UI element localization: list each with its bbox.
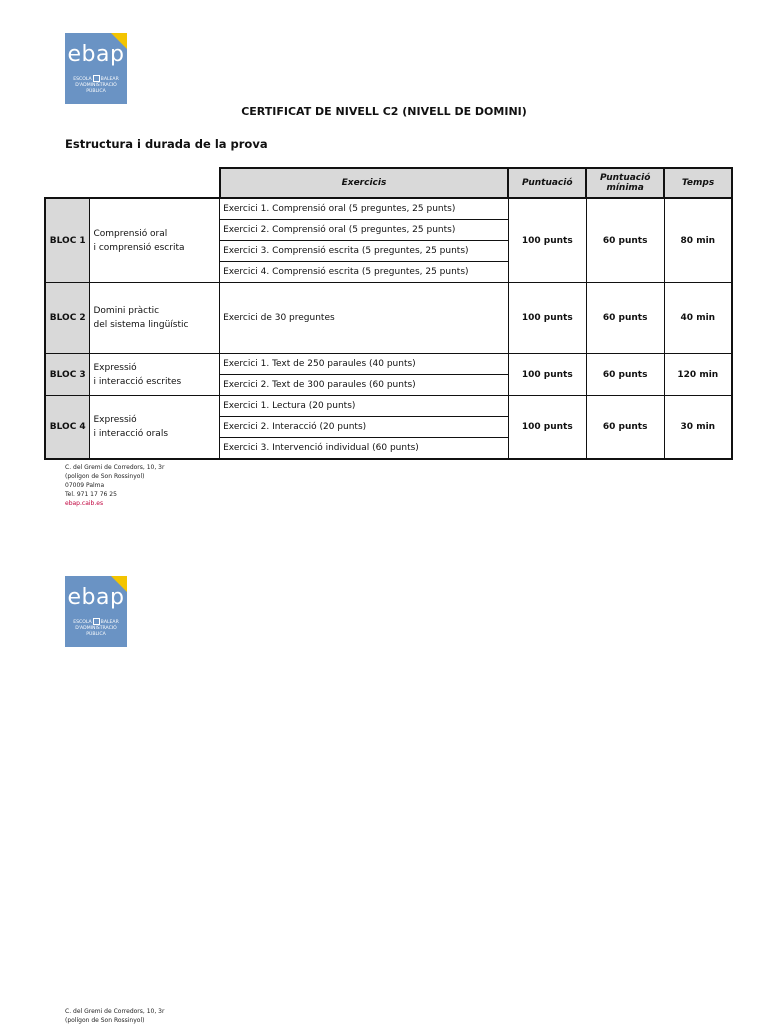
bloc-3-name: Expressió i interacció escrites — [90, 354, 220, 396]
logo-mark-icon — [93, 75, 100, 82]
header-puntuacio: Puntuació — [508, 168, 586, 198]
section-subtitle: Estructura i durada de la prova — [65, 137, 268, 151]
bloc-2-label: BLOC 2 — [45, 283, 90, 354]
logo-subtitle: ESCOLA BALEAR D'ADMINISTRACIÓ PÚBLICA — [73, 77, 119, 94]
bloc-2-name: Domini pràctic del sistema lingüístic — [90, 283, 220, 354]
exercise-cell: Exercici 2. Comprensió oral (5 preguntes, 25 punts) — [220, 220, 509, 241]
bloc-1-time: 80 min — [664, 198, 732, 283]
bloc-3-score: 100 punts — [508, 354, 586, 396]
bloc-4-name: Expressió i interacció orals — [90, 396, 220, 460]
bloc-4-min: 60 punts — [586, 396, 664, 460]
exercise-cell: Exercici 3. Comprensió escrita (5 preguntes, 25 punts) — [220, 241, 509, 262]
exercise-cell: Exercici 2. Interacció (20 punts) — [220, 417, 509, 438]
logo-wordmark: ebap — [67, 42, 125, 67]
exercise-cell: Exercici 1. Comprensió oral (5 preguntes, 25 punts) — [220, 198, 509, 220]
ebap-logo — [65, 576, 127, 647]
logo-wordmark: ebap — [67, 585, 125, 610]
document-title: CERTIFICAT DE NIVELL C2 (NIVELL DE DOMINI) — [241, 105, 527, 118]
table-row — [45, 396, 732, 417]
bloc-1-label: BLOC 1 — [45, 198, 90, 283]
ebap-logo — [65, 33, 127, 104]
bloc-4-time: 30 min — [664, 396, 732, 460]
bloc-1-score: 100 punts — [508, 198, 586, 283]
header-exercicis: Exercicis — [220, 168, 509, 198]
website-link[interactable]: ebap.caib.es — [65, 500, 104, 507]
bloc-3-time: 120 min — [664, 354, 732, 396]
exercise-cell: Exercici 4. Comprensió escrita (5 preguntes, 25 punts) — [220, 262, 509, 283]
table-header-row — [45, 168, 732, 198]
header-temps: Temps — [664, 168, 732, 198]
bloc-4-score: 100 punts — [508, 396, 586, 460]
exercise-cell: Exercici 2. Text de 300 paraules (60 punts) — [220, 375, 509, 396]
table-row — [45, 283, 732, 354]
exercise-cell: Exercici 1. Lectura (20 punts) — [220, 396, 509, 417]
exercise-cell: Exercici de 30 preguntes — [220, 283, 509, 354]
bloc-1-min: 60 punts — [586, 198, 664, 283]
logo-subtitle: ESCOLA BALEAR D'ADMINISTRACIÓ PÚBLICA — [73, 620, 119, 637]
exam-structure-table — [44, 167, 733, 460]
footer-address: C. del Gremi de Corredors, 10, 3r (polígon de Son Rossinyol) — [65, 1008, 165, 1024]
bloc-2-score: 100 punts — [508, 283, 586, 354]
bloc-4-label: BLOC 4 — [45, 396, 90, 460]
bloc-3-label: BLOC 3 — [45, 354, 90, 396]
logo-mark-icon — [93, 618, 100, 625]
table-row — [45, 198, 732, 220]
bloc-2-time: 40 min — [664, 283, 732, 354]
bloc-3-min: 60 punts — [586, 354, 664, 396]
bloc-1-name: Comprensió oral i comprensió escrita — [90, 198, 220, 283]
footer-address: C. del Gremi de Corredors, 10, 3r (polígon de Son Rossinyol) 07009 Palma Tel. 971 17 76 25 ebap.caib.es — [65, 464, 165, 507]
exercise-cell: Exercici 1. Text de 250 paraules (40 punts) — [220, 354, 509, 375]
bloc-2-min: 60 punts — [586, 283, 664, 354]
table-row — [45, 354, 732, 375]
header-puntuacio-minima: Puntuació mínima — [586, 168, 664, 198]
exercise-cell: Exercici 3. Intervenció individual (60 punts) — [220, 438, 509, 460]
